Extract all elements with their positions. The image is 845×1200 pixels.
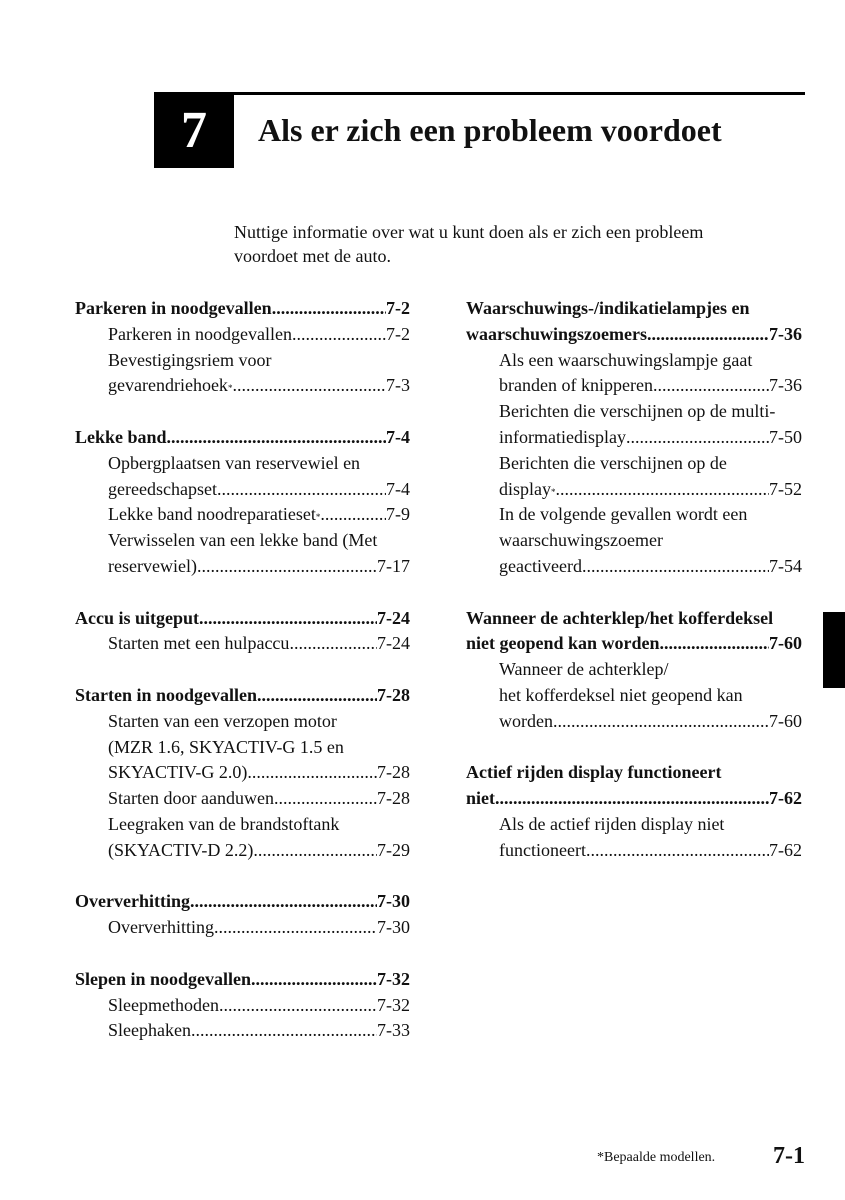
toc-entry-line: [466, 657, 802, 683]
toc-right-column: [466, 296, 802, 889]
toc-heading-line: [466, 786, 802, 812]
dot-leader: [586, 838, 769, 864]
toc-heading-line: [466, 631, 802, 657]
dot-leader: [190, 889, 377, 915]
dot-leader: [660, 631, 769, 657]
dot-leader: [292, 322, 386, 348]
toc-entry-text: SKYACTIV-G 2.0): [108, 762, 248, 783]
toc-entry-line: [75, 760, 410, 786]
toc-page-ref: 7-4: [386, 478, 410, 499]
toc-section: [75, 606, 410, 658]
dot-leader: [320, 502, 386, 528]
dot-leader: [217, 477, 386, 503]
toc-entry-text: waarschuwingszoemer: [499, 530, 663, 551]
toc-page-ref: 7-60: [769, 710, 802, 731]
toc-heading-line: [466, 606, 802, 632]
toc-entry-text: Oververhitting: [108, 917, 214, 938]
toc-heading-line: [466, 760, 802, 786]
toc-entry-line: [466, 554, 802, 580]
toc-page-ref: 7-24: [377, 607, 410, 628]
toc-page-ref: 7-29: [377, 839, 410, 860]
toc-left-column: [75, 296, 410, 1070]
toc-entry-line: [75, 735, 410, 761]
dot-leader: [219, 993, 377, 1019]
dot-leader: [647, 322, 769, 348]
dot-leader: [251, 967, 377, 993]
dot-leader: [257, 683, 377, 709]
dot-leader: [274, 786, 377, 812]
toc-page-ref: 7-60: [769, 633, 802, 654]
toc-entry-text: gevarendriehoek: [108, 375, 228, 396]
toc-entry-text: Starten door aanduwen: [108, 788, 274, 809]
toc-section: [75, 296, 410, 399]
toc-page-ref: 7-3: [386, 375, 410, 396]
toc-page-ref: 7-50: [769, 426, 802, 447]
toc-entry-line: [75, 451, 410, 477]
toc-entry-line: [75, 915, 410, 941]
toc-entry-line: [466, 425, 802, 451]
toc-entry-line: [75, 528, 410, 554]
intro-line: voordoet met de auto.: [234, 246, 391, 266]
toc-page-ref: 7-32: [377, 994, 410, 1015]
toc-heading-line: [75, 683, 410, 709]
toc-entry-text: Als de actief rijden display niet: [499, 813, 725, 834]
toc-entry-text: Lekke band: [75, 426, 167, 447]
title-rule: [234, 92, 805, 95]
toc-page-ref: 7-28: [377, 788, 410, 809]
toc-heading-line: [75, 425, 410, 451]
toc-page-ref: 7-28: [377, 684, 410, 705]
toc-entry-text: Parkeren in noodgevallen: [108, 323, 292, 344]
footnote: *Bepaalde modellen.: [597, 1150, 716, 1165]
toc-section: [75, 967, 410, 1044]
toc-entry-text: niet geopend kan worden: [466, 633, 660, 654]
toc-entry-text: Starten van een verzopen motor: [108, 710, 337, 731]
dot-leader: [495, 786, 769, 812]
toc-entry-text: Sleephaken: [108, 1020, 191, 1041]
toc-entry-text: Lekke band noodreparatieset: [108, 504, 316, 525]
toc-entry-text: Waarschuwings-/indikatielampjes en: [466, 298, 750, 318]
toc-page-ref: 7-30: [377, 891, 410, 912]
toc-entry-line: [466, 838, 802, 864]
dot-leader: [191, 1018, 377, 1044]
toc-page-ref: 7-24: [377, 633, 410, 654]
toc-entry-line: [466, 451, 802, 477]
toc-entry-text: (SKYACTIV-D 2.2): [108, 839, 254, 860]
toc-section: [466, 296, 802, 580]
toc-entry-line: [466, 348, 802, 374]
toc-entry-text: Sleepmethoden: [108, 994, 219, 1015]
dot-leader: [197, 554, 377, 580]
intro-line: Nuttige informatie over wat u kunt doen als er zich een probleem: [234, 222, 704, 242]
dot-leader: [626, 425, 769, 451]
toc-entry-line: gevarendriehoek * ..... 7-3: [75, 373, 410, 399]
toc-section: [75, 683, 410, 864]
toc-entry-text: functioneert: [499, 839, 586, 860]
toc-entry-text: In de volgende gevallen wordt een: [499, 504, 748, 525]
toc-entry-line: [75, 786, 410, 812]
toc-entry-text: Starten met een hulpaccu: [108, 633, 290, 654]
toc-page-ref: 7-9: [386, 504, 410, 525]
toc-page-ref: 7-54: [769, 555, 802, 576]
toc-page-ref: 7-28: [377, 762, 410, 783]
dot-leader: [289, 631, 377, 657]
toc-entry-text: Leegraken van de brandstoftank: [108, 813, 340, 834]
dot-leader: [167, 425, 386, 451]
toc-entry-text: informatiedisplay: [499, 426, 626, 447]
toc-heading-line: [75, 296, 410, 322]
toc-entry-text: Parkeren in noodgevallen: [75, 298, 272, 318]
toc-entry-text: het kofferdeksel niet geopend kan: [499, 684, 743, 705]
chapter-side-tab: [823, 612, 845, 688]
intro-text: [234, 220, 774, 268]
dot-leader: [232, 373, 386, 399]
toc-entry-text: Wanneer de achterklep/: [499, 659, 669, 680]
toc-entry-text: waarschuwingszoemers: [466, 323, 647, 344]
toc-entry-line: [75, 709, 410, 735]
toc-entry-text: display: [499, 478, 551, 499]
toc-entry-text: reservewiel): [108, 555, 197, 576]
toc-entry-text: worden: [499, 710, 553, 731]
toc-entry-text: Berichten die verschijnen op de: [499, 452, 727, 473]
toc-page-ref: 7-32: [377, 968, 410, 989]
toc-entry-text: Oververhitting: [75, 891, 190, 912]
toc-entry-line: [75, 554, 410, 580]
toc-heading-line: [75, 889, 410, 915]
dot-leader: [247, 760, 377, 786]
dot-leader: [653, 373, 769, 399]
dot-leader: [199, 606, 377, 632]
toc-page-ref: 7-62: [769, 839, 802, 860]
toc-heading-line: [75, 967, 410, 993]
toc-entry-line: [75, 631, 410, 657]
toc-page-ref: 7-17: [377, 555, 410, 576]
toc-heading-line: [75, 606, 410, 632]
toc-entry-line: [466, 709, 802, 735]
toc-page-ref: 7-62: [769, 788, 802, 809]
toc-entry-text: Verwisselen van een lekke band (Met: [108, 530, 378, 551]
dot-leader: [556, 477, 770, 503]
toc-section: [466, 760, 802, 863]
toc-section: [75, 425, 410, 580]
toc-entry-text: (MZR 1.6, SKYACTIV-G 1.5 en: [108, 736, 344, 757]
toc-page-ref: 7-52: [769, 478, 802, 499]
toc-entry-text: Slepen in noodgevallen: [75, 968, 252, 989]
toc-entry-text: gereedschapset: [108, 478, 217, 499]
toc-entry-line: [75, 348, 410, 374]
chapter-number: 7: [154, 92, 234, 168]
toc-entry-text: Bevestigingsriem voor: [108, 349, 272, 370]
toc-entry-line: display * ..... 7-52: [466, 477, 802, 503]
dot-leader: [253, 838, 377, 864]
toc-entry-line: [466, 812, 802, 838]
toc-entry-text: Opbergplaatsen van reservewiel en: [108, 452, 361, 473]
toc-entry-text: Als een waarschuwingslampje gaat: [499, 349, 753, 370]
toc-entry-line: Lekke band noodreparatieset * ..... 7-9: [75, 502, 410, 528]
toc-heading-line: [466, 322, 802, 348]
toc-entry-line: [466, 399, 802, 425]
toc-page-ref: 7-2: [386, 323, 410, 344]
toc-entry-text: branden of knipperen: [499, 375, 653, 396]
dot-leader: [272, 296, 386, 322]
toc-entry-text: Accu is uitgeput: [75, 607, 200, 628]
toc-entry-line: [75, 993, 410, 1019]
toc-entry-line: [466, 502, 802, 528]
toc-page-ref: 7-4: [386, 426, 410, 447]
toc-section: [75, 889, 410, 941]
toc-entry-line: [75, 322, 410, 348]
toc-entry-text: Actief rijden display functioneert: [466, 762, 722, 783]
dot-leader: [582, 554, 769, 580]
toc-page-ref: 7-36: [769, 323, 802, 344]
toc-heading-line: [466, 296, 802, 322]
toc-section: [466, 606, 802, 735]
chapter-title: Als er zich een probleem voordoet: [258, 112, 722, 148]
toc-entry-line: [75, 838, 410, 864]
toc-entry-line: [466, 683, 802, 709]
toc-entry-line: [75, 477, 410, 503]
page-number: 7-1: [773, 1143, 805, 1169]
toc-page-ref: 7-36: [769, 375, 802, 396]
dot-leader: [553, 709, 769, 735]
toc-entry-line: [466, 373, 802, 399]
dot-leader: [214, 915, 377, 941]
toc-entry-text: geactiveerd: [499, 555, 582, 576]
toc-entry-text: Berichten die verschijnen op de multi-: [499, 401, 776, 422]
toc-page-ref: 7-2: [386, 298, 410, 318]
toc-entry-line: [75, 1018, 410, 1044]
toc-page-ref: 7-30: [377, 917, 410, 938]
toc-entry-text: niet: [466, 788, 495, 809]
toc-entry-text: Wanneer de achterklep/het kofferdeksel: [466, 607, 774, 628]
toc-page-ref: 7-33: [377, 1020, 410, 1041]
toc-entry-line: [75, 812, 410, 838]
toc-entry-text: Starten in noodgevallen: [75, 684, 258, 705]
toc-entry-line: [466, 528, 802, 554]
